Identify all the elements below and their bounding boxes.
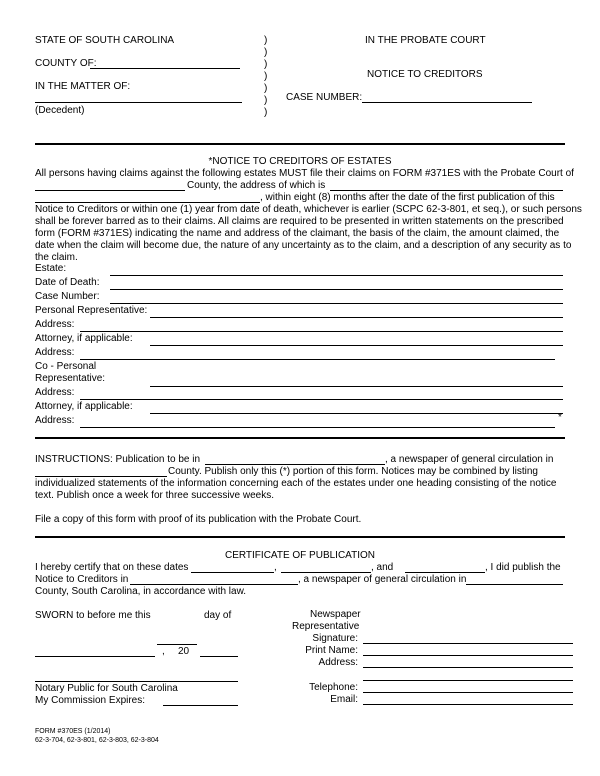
certificate-text: County, South Carolina, in accordance with law. — [35, 586, 247, 597]
personal-rep-field[interactable] — [150, 306, 563, 318]
address-label: Address: — [35, 387, 75, 398]
attorney-address-field[interactable] — [80, 348, 555, 360]
paren-divider: ) — [264, 47, 268, 58]
certificate-text: , and — [371, 562, 394, 573]
estate-field[interactable] — [110, 264, 563, 276]
signature-label: Signature: — [312, 633, 358, 644]
divider — [35, 536, 565, 538]
instructions-text: text. Publish once a week for three successive weeks. — [35, 490, 275, 501]
sworn-year-field[interactable] — [200, 645, 238, 657]
certificate-text: , a newspaper of general circulation in — [298, 574, 467, 585]
instructions-text: INSTRUCTIONS: Publication to be in — [35, 454, 201, 465]
divider — [35, 437, 565, 439]
address-label: Address: — [318, 657, 358, 668]
case-number-label: CASE NUMBER: — [286, 92, 363, 103]
certificate-newspaper-field[interactable] — [130, 573, 298, 585]
date-comma: , — [162, 646, 165, 657]
notice-line: All persons having claims against the following estates MUST file their claims on FORM #371ES with the Probate Court of — [35, 168, 574, 179]
email-field[interactable] — [363, 693, 573, 705]
divider — [35, 143, 565, 145]
certificate-text: Notice to Creditors in — [35, 574, 129, 585]
certificate-text: I hereby certify that on these dates — [35, 562, 189, 573]
court-label: IN THE PROBATE COURT — [365, 35, 486, 46]
publication-date-1-field[interactable] — [191, 561, 274, 573]
notice-line: form (FORM #371ES) indicating the name and address of the claimant, the basis of the claim, the amount claimed, the — [35, 228, 560, 239]
co-rep-attorney-address-field[interactable] — [80, 416, 555, 428]
paren-divider: ) — [264, 35, 268, 46]
year-prefix: 20 — [178, 646, 190, 657]
sworn-day-field[interactable] — [157, 633, 197, 645]
notice-line: the claim. — [35, 252, 78, 263]
attorney-label: Attorney, if applicable: — [35, 333, 133, 344]
notary-signature-field[interactable] — [35, 670, 238, 682]
instructions-text: , a newspaper of general circulation in — [385, 454, 554, 465]
county-label: COUNTY OF: — [35, 58, 97, 69]
form-number: FORM #370ES (1/2014) — [35, 728, 111, 735]
paren-divider: ) — [264, 107, 268, 118]
signature-field[interactable] — [363, 632, 573, 644]
co-rep-attorney-field[interactable] — [150, 402, 563, 414]
newspaper-field[interactable] — [205, 453, 385, 465]
day-of-text: day of — [204, 610, 232, 621]
representative-address-field-2[interactable] — [363, 669, 573, 681]
date-of-death-label: Date of Death: — [35, 277, 100, 288]
notice-line: shall be forever barred as to their claims. All claims are required to be presented in written statements on the prescribed — [35, 216, 564, 227]
decedent-name-field[interactable] — [35, 91, 242, 103]
certificate-text: , I did publish the — [485, 562, 561, 573]
notice-title: NOTICE TO CREDITORS — [367, 69, 483, 80]
court-address-field-2[interactable] — [35, 191, 260, 203]
representative-label: Representative — [292, 621, 360, 632]
commission-expires-field[interactable] — [163, 694, 238, 706]
estate-label: Estate: — [35, 263, 67, 274]
sworn-text: SWORN to before me this — [35, 610, 151, 621]
certificate-heading: CERTIFICATE OF PUBLICATION — [224, 550, 375, 561]
representative-address-field[interactable] — [363, 656, 573, 668]
probate-county-field[interactable] — [35, 179, 185, 191]
telephone-field[interactable] — [363, 681, 573, 693]
instructions-text: County. Publish only this (*) portion of this form. Notices may be combined by listing — [168, 466, 538, 477]
personal-rep-label: Personal Representative: — [35, 305, 148, 316]
county-field[interactable] — [90, 57, 240, 69]
certificate-county-field[interactable] — [466, 573, 563, 585]
case-number-field[interactable] — [362, 91, 532, 103]
newspaper-label: Newspaper — [310, 609, 361, 620]
address-label: Address: — [35, 319, 75, 330]
decedent-label: (Decedent) — [35, 105, 85, 116]
statute-references: 62-3-704, 62-3-801, 62-3-803, 62-3-804 — [35, 737, 159, 744]
address-label: Address: — [35, 347, 75, 358]
notice-heading: *NOTICE TO CREDITORS OF ESTATES — [208, 156, 392, 167]
file-copy-text: File a copy of this form with proof of its publication with the Probate Court. — [35, 514, 362, 525]
print-name-label: Print Name: — [305, 645, 358, 656]
notice-line: date when the claim will become due, the nature of any uncertainty as to the claim, and a description of any security as to — [35, 240, 572, 251]
date-of-death-field[interactable] — [110, 278, 563, 290]
attorney-label: Attorney, if applicable: — [35, 401, 133, 412]
personal-rep-address-field[interactable] — [80, 320, 563, 332]
certificate-text: , — [274, 562, 277, 573]
co-rep-field[interactable] — [150, 375, 563, 387]
instructions-text: individualized statements of the information concerning each of the estates under one heading consisting of the notice — [35, 478, 557, 489]
publication-date-2-field[interactable] — [281, 561, 371, 573]
notice-line: Notice to Creditors or within one (1) year from date of death, whichever is earlier (SCPC 62-3-801, et seq.), or such persons — [35, 204, 582, 215]
paren-divider: ) — [264, 71, 268, 82]
paren-divider: ) — [264, 95, 268, 106]
paren-divider: ) — [264, 59, 268, 70]
notary-label: Notary Public for South Carolina — [35, 683, 178, 694]
address-label: Address: — [35, 415, 75, 426]
co-rep-label: Co - Personal — [35, 361, 97, 372]
estate-case-number-field[interactable] — [110, 292, 563, 304]
email-label: Email: — [330, 694, 358, 705]
attorney-field[interactable] — [150, 334, 563, 346]
matter-label: IN THE MATTER OF: — [35, 81, 131, 92]
co-rep-label-2: Representative: — [35, 373, 106, 384]
state-label: STATE OF SOUTH CAROLINA — [35, 35, 175, 46]
co-rep-address-field[interactable] — [80, 388, 563, 400]
court-address-field[interactable] — [330, 179, 563, 191]
telephone-label: Telephone: — [309, 682, 358, 693]
notice-line: , within eight (8) months after the date of the first publication of this — [260, 192, 555, 203]
case-number-label: Case Number: — [35, 291, 100, 302]
sworn-month-field[interactable] — [35, 645, 155, 657]
asterisk-marker: * — [558, 412, 562, 423]
paren-divider: ) — [264, 83, 268, 94]
commission-label: My Commission Expires: — [35, 695, 146, 706]
print-name-field[interactable] — [363, 644, 573, 656]
publication-date-3-field[interactable] — [405, 561, 485, 573]
publication-county-field[interactable] — [35, 465, 167, 477]
notice-line: County, the address of which is — [187, 180, 326, 191]
